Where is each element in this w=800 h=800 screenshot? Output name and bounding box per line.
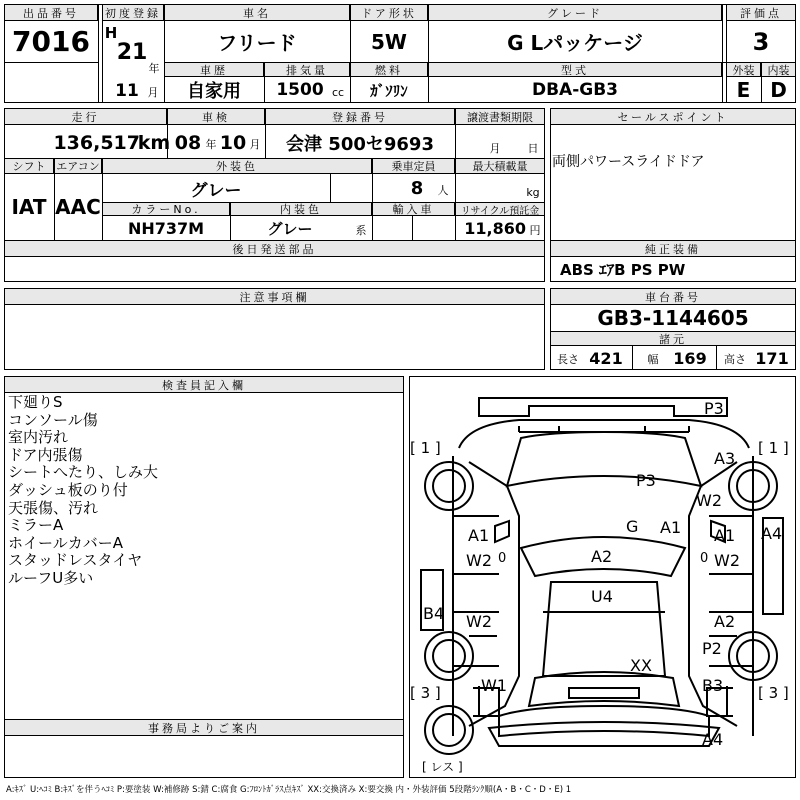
car-diagram <box>409 376 796 778</box>
ext-color-label: 外装色 <box>102 158 372 174</box>
mark-w2-right: W2 <box>714 551 740 570</box>
month-unit: 月 <box>147 86 159 99</box>
height: 171 <box>755 348 789 368</box>
note-line: ミラーA <box>8 516 64 535</box>
reg-no: 会津 500セ9693 <box>286 134 434 155</box>
mark-zero-right: 0 <box>700 551 709 566</box>
height-label: 高さ <box>724 353 746 366</box>
grade: G Lパッケージ <box>507 31 643 55</box>
capacity: 8 <box>410 177 424 199</box>
mark-zero-left: 0 <box>498 551 507 566</box>
model: DBA-GB3 <box>531 80 619 100</box>
equip-label: 純正装備 <box>550 240 796 257</box>
inspector-notes <box>8 394 398 588</box>
fuel: ｶﾞｿﾘﾝ <box>370 81 408 100</box>
mark-p3-front: P3 <box>704 399 724 418</box>
shift-label: シフト <box>4 158 54 174</box>
mark-a1-right: A1 <box>714 526 736 545</box>
mark-a1-left: A1 <box>468 526 490 545</box>
mark-a1-glass: A1 <box>660 518 682 537</box>
ext-grade-label: 外装 <box>726 62 761 77</box>
length-label: 長さ <box>557 353 579 366</box>
int-color-unit: 系 <box>355 224 367 237</box>
int-color: グレー <box>267 219 313 238</box>
capacity-unit: 人 <box>437 184 449 197</box>
max-load-label: 最大積載量 <box>455 158 545 174</box>
note-line: ルーフU多い <box>8 568 94 587</box>
mark-u4: U4 <box>591 587 613 606</box>
chassis-number: GB3-1144605 <box>597 306 749 330</box>
car-name-label: 車名 <box>164 4 350 21</box>
displacement-unit: cc <box>331 85 345 99</box>
caution-label: 注意事項欄 <box>4 288 545 305</box>
tire-rear-left: [ 3 ] <box>410 684 441 702</box>
chassis-label: 車台番号 <box>550 288 796 305</box>
note-line: ドア内張傷 <box>8 445 83 464</box>
mileage-label: 走行 <box>4 108 167 125</box>
note-line: ホイールカバーA <box>8 533 123 552</box>
note-line: スタッドレスタイヤ <box>8 551 143 570</box>
ac: AAC <box>55 195 101 219</box>
width: 169 <box>673 348 707 368</box>
tire-front-left: [ 1 ] <box>410 439 441 457</box>
ext-grade: E <box>736 78 751 102</box>
transfer-month-unit: 月 <box>489 142 501 155</box>
door-label: ドア形状 <box>350 4 428 21</box>
mark-a4-right: A4 <box>761 524 783 543</box>
spec-label: 諸元 <box>550 331 796 346</box>
int-color-label: 内装色 <box>230 202 372 216</box>
width-label: 幅 <box>647 353 659 366</box>
inspection-year-unit: 年 <box>205 138 217 151</box>
later-parts-label: 後日発送部品 <box>4 240 545 257</box>
era: H <box>104 24 118 42</box>
note-line: 天張傷、汚れ <box>8 498 99 517</box>
score: 3 <box>752 27 770 56</box>
import-label: 輸入車 <box>372 202 455 216</box>
legend: A:ｷｽﾞ U:ﾍｺﾐ B:ｷｽﾞを伴うﾍｺﾐ P:要塗装 W:補修跡 S:錆 C:腐食 G:ﾌﾛﾝﾄｶﾞﾗｽ点ｷｽﾞ XX:交換済み X:要交換 内・外装評価 5段階ﾗﾝｸ順(A・B・C・D・E) 1 <box>6 785 572 795</box>
mileage-unit: km <box>137 132 171 154</box>
mark-w2-front-right: W2 <box>696 491 722 510</box>
max-load-unit: kg <box>526 185 540 199</box>
mark-a2-rear-right: A2 <box>714 612 736 631</box>
color-no-label: カラーNo. <box>102 202 230 216</box>
mark-a3: A3 <box>714 449 736 468</box>
transfer-day-unit: 日 <box>527 142 539 155</box>
shift: IAT <box>11 195 47 219</box>
model-label: 型式 <box>428 62 722 77</box>
lot-label: 出品番号 <box>4 4 98 21</box>
note-line: 下廻りS <box>8 393 63 411</box>
mark-a4-rear: A4 <box>702 730 724 749</box>
note-line: コンソール傷 <box>8 410 98 429</box>
inspector-label: 検査員記入欄 <box>4 376 404 393</box>
door-type: 5W <box>371 29 407 54</box>
office-label: 事務局よりご案内 <box>4 719 404 736</box>
int-grade: D <box>770 78 787 102</box>
fuel-label: 燃料 <box>350 62 428 77</box>
note-line: 室内汚れ <box>8 428 69 447</box>
mark-xx: XX <box>630 656 652 675</box>
note-line: ダッシュ板のり付 <box>8 480 128 499</box>
ext-color: グレー <box>190 180 242 201</box>
sales-label: セールスポイント <box>550 108 796 125</box>
displacement-label: 排気量 <box>264 62 350 77</box>
mark-b3: B3 <box>702 676 724 695</box>
inspection-month-unit: 月 <box>249 138 261 151</box>
mark-p3-hood: P3 <box>636 471 656 490</box>
tire-rear-right: [ 3 ] <box>758 684 789 702</box>
mark-g: G <box>626 517 639 536</box>
tire-front-right: [ 1 ] <box>758 439 789 457</box>
ac-label: エアコン <box>54 158 102 174</box>
mark-p2: P2 <box>702 639 722 658</box>
int-grade-label: 内装 <box>761 62 796 77</box>
inspection-year: 08 <box>174 132 202 154</box>
sales-text: 両側パワースライドドア <box>552 154 705 170</box>
mark-w1: W1 <box>481 676 507 695</box>
mileage: 136,517 <box>53 132 140 154</box>
transfer-label: 譲渡書類期限 <box>455 108 545 125</box>
year-unit: 年 <box>148 62 160 75</box>
mark-w2-left-rear: W2 <box>466 612 492 631</box>
recycle-label: リサイクル預託金 <box>455 202 545 216</box>
history-label: 車歴 <box>164 62 264 77</box>
spare-tire: [ レス ] <box>422 760 463 774</box>
first-reg-label: 初度登録 <box>102 4 164 21</box>
color-no: NH737M <box>127 218 205 238</box>
equip-text: ABS ｴｱB PS PW <box>560 260 686 279</box>
history: 自家用 <box>187 81 241 102</box>
inspection-label: 車検 <box>167 108 265 125</box>
mark-b4: B4 <box>423 604 445 623</box>
first-reg-year: 21 <box>116 39 148 65</box>
displacement: 1500 <box>276 80 324 100</box>
recycle-unit: 円 <box>529 224 541 237</box>
capacity-label: 乗車定員 <box>372 158 455 174</box>
recycle: 11,860 <box>464 218 526 238</box>
mark-a2-roof: A2 <box>591 547 613 566</box>
reg-no-label: 登録番号 <box>265 108 455 125</box>
inspection-month: 10 <box>219 132 247 154</box>
grade-label: グレード <box>428 4 722 21</box>
length: 421 <box>589 348 623 368</box>
score-label: 評価点 <box>726 4 796 21</box>
mark-w2-left: W2 <box>466 551 492 570</box>
car-name: フリード <box>217 31 297 55</box>
first-reg-month: 11 <box>115 81 139 101</box>
lot-number: 7016 <box>12 25 90 58</box>
note-line: シートへたり、しみ大 <box>8 463 159 482</box>
